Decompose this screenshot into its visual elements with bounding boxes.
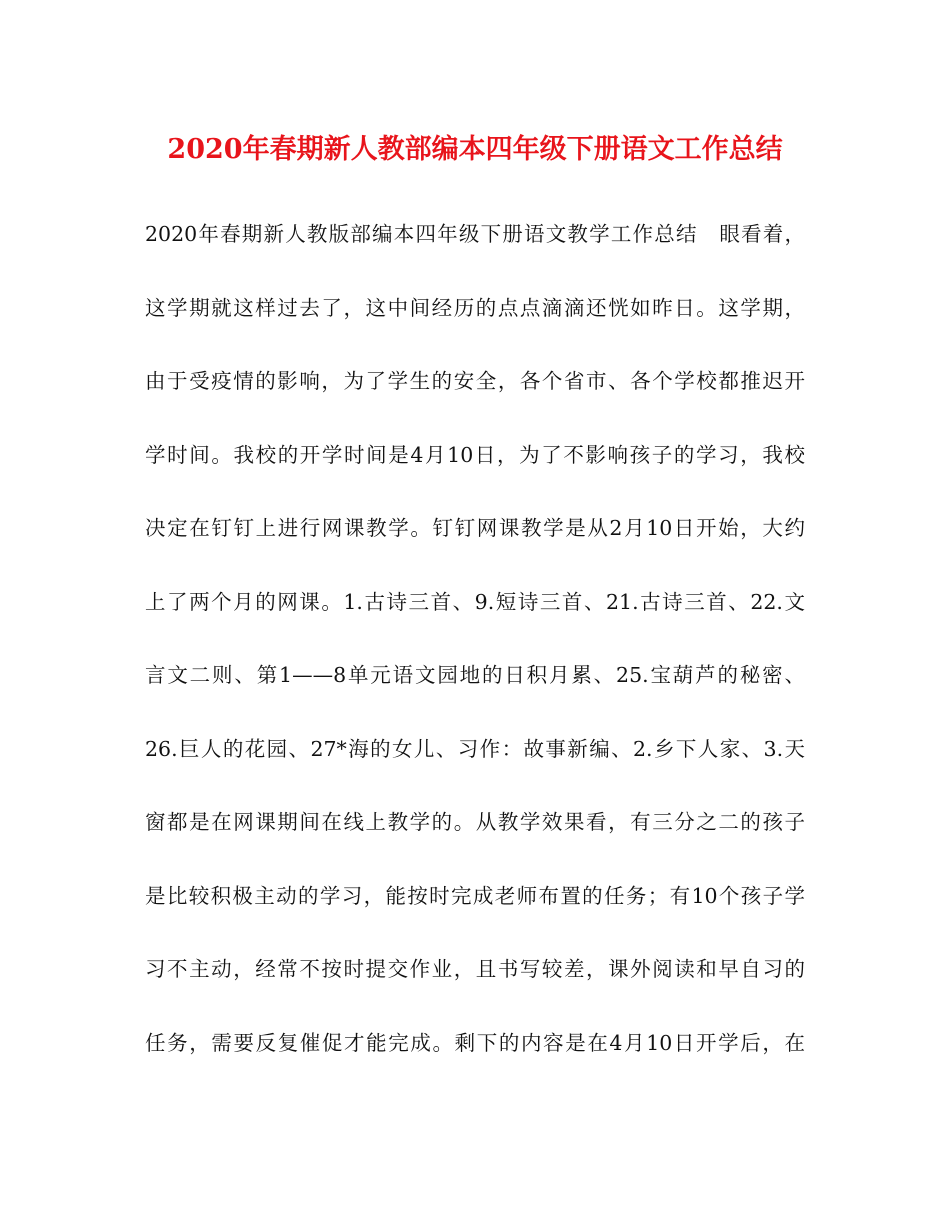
body-line-12: 任务，需要反复催促才能完成。剩下的内容是在4月10日开学后，在 (145, 1030, 805, 1055)
body-line-8: 26.巨人的花园、27*海的女儿、习作：故事新编、2.乡下人家、3.天 (145, 736, 805, 761)
body-line-4: 学时间。我校的开学时间是4月10日，为了不影响孩子的学习，我校 (145, 442, 805, 467)
body-line-1: 2020年春期新人教版部编本四年级下册语文教学工作总结 眼看着， (145, 222, 805, 246)
body-line-10: 是比较积极主动的学习，能按时完成老师布置的任务；有10个孩子学 (145, 883, 805, 908)
body-line-11: 习不主动，经常不按时提交作业，且书写较差，课外阅读和早自习的 (145, 957, 805, 981)
body-line-3: 由于受疫情的影响，为了学生的安全，各个省市、各个学校都推迟开 (145, 369, 805, 393)
document-body (145, 214, 825, 1096)
body-line-2: 这学期就这样过去了，这中间经历的点点滴滴还恍如昨日。这学期， (145, 295, 805, 320)
body-line-5: 决定在钉钉上进行网课教学。钉钉网课教学是从2月10日开始，大约 (145, 516, 805, 540)
body-line-6: 上了两个月的网课。1.古诗三首、9.短诗三首、21.古诗三首、22.文 (145, 589, 805, 614)
body-line-9: 窗都是在网课期间在线上教学的。从教学效果看，有三分之二的孩子 (145, 810, 805, 834)
document-title: 2020年春期新人教部编本四年级下册语文工作总结 (167, 134, 783, 165)
body-line-7: 言文二则、第1——8单元语文园地的日积月累、25.宝葫芦的秘密、 (145, 663, 805, 687)
